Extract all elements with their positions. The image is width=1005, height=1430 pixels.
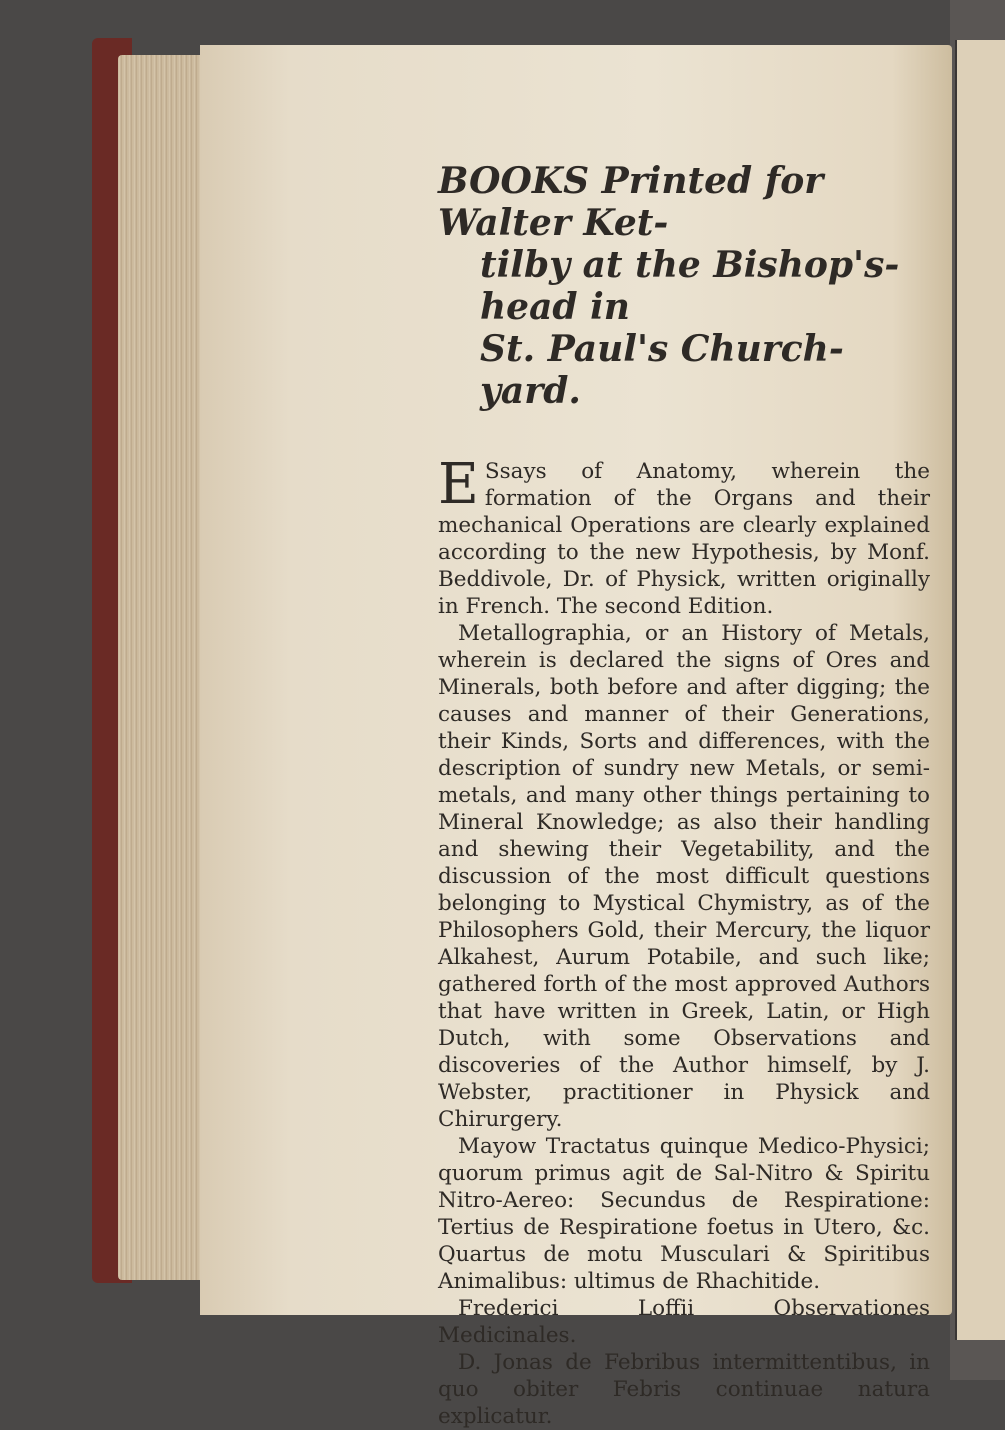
entry-text: Mayow Tractatus quinque Medico-Physici; quorum primus agit de Sal-Nitro & Spiritu Nitro-Aereo: Secundus de Respiratione: Tertius de Respiratione foetus in Utero, &c. Quartus de motu Musculari & Spiritibus Animalibus: ultimus de Rhachitide.	[438, 1134, 930, 1294]
entry-text: Ssays of Anatomy, wherein the formation of the Organs and their mechanical Operations are clearly explained according to the new Hypothesis, by Monf. Beddivole, Dr. of Physick, written originally in French. The second Edition.	[438, 459, 930, 619]
book-entry-jonas	[438, 1349, 930, 1430]
book-entry-anatomy	[438, 452, 930, 620]
entry-text: D. Jonas de Febribus intermittentibus, in quo obiter Febris continuae natura explicatur.	[438, 1350, 930, 1429]
facing-page-edge	[955, 40, 1005, 1340]
heading-line-3: St. Paul's Church-yard.	[480, 328, 844, 412]
book-entry-mayow	[438, 1133, 930, 1295]
entry-text: Metallographia, or an History of Metals, wherein is declared the signs of Ores and Minerals, both before and after digging; the causes and manner of their Generations, their Kinds, Sorts and differences, with the description of sundry new Metals, or semi-metals, and many other things pertaining to Mineral Knowledge; as also their handling and shewing their Vegetability, and the discussion of the most difficult questions belonging to Mystical Chymistry, as of the Philosophers Gold, their Mercury, the liquor Alkahest, Aurum Potabile, and such like; gathered forth of the most approved Authors that have written in Greek, Latin, or High Dutch, with some Observations and discoveries of the Author himself, by J. Webster, practitioner in Physick and Chirurgery.	[438, 621, 930, 1132]
heading-line-1: BOOKS Printed for Walter Ket-	[438, 160, 824, 244]
drop-cap: E	[438, 452, 479, 517]
heading-line-2: tilby at the Bishop's-head in	[480, 244, 900, 328]
page-heading	[438, 160, 930, 412]
book-entry-metallographia	[438, 620, 930, 1133]
book-entry-lossius	[438, 1295, 930, 1349]
entry-text: Frederici Loffii Observationes Medicinales.	[438, 1296, 930, 1348]
page-text	[438, 160, 930, 1430]
book-list	[438, 452, 930, 1430]
